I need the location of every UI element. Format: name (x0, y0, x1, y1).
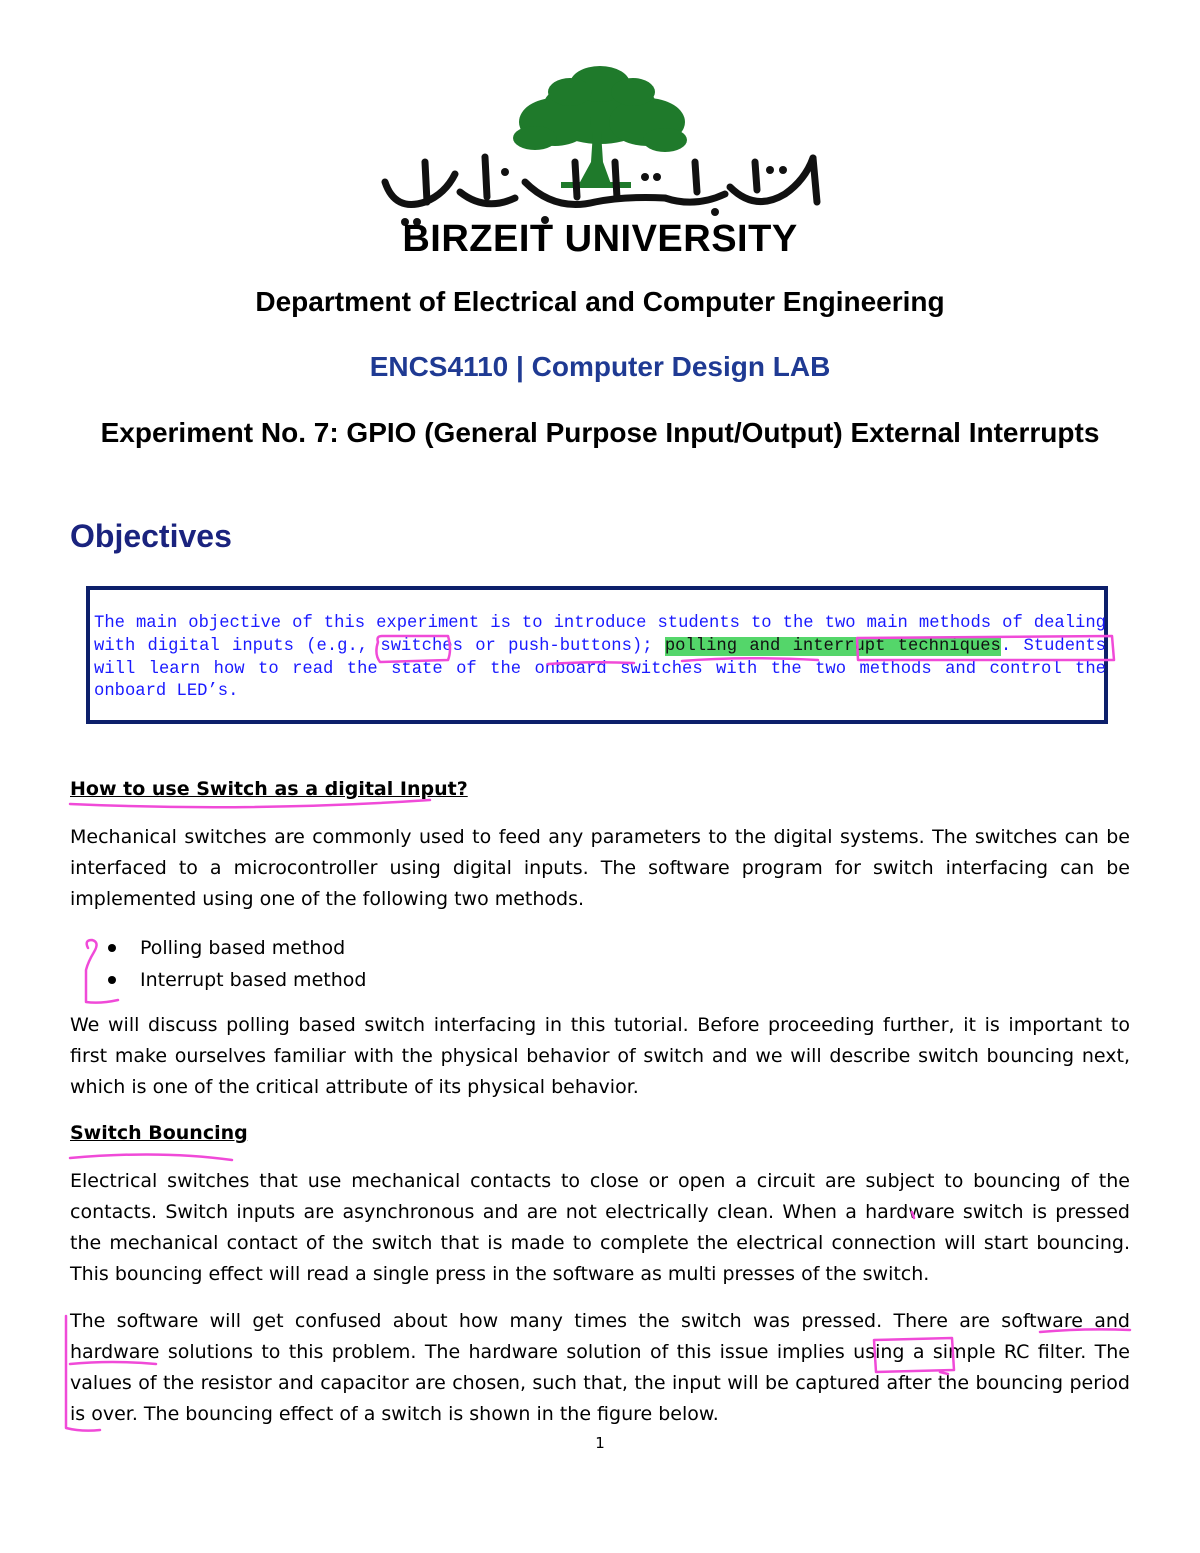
annotation-underline-bouncing (70, 1154, 232, 1160)
switch-bouncing-paragraph-1: Electrical switches that use mechanical contacts to close or open a circuit are subject to bouncing of the contacts. Switch inputs are asynchronous and are not electrically clean. When a hardware switch is pressed the mechanical contact of the switch that is made to complete the electrical connection will start bouncing. This bouncing effect will read a single press in the software as multi presses of the switch. (70, 1170, 1130, 1285)
objectives-text-part1: The main objective of this experiment is to introduce students to the two main methods of dealing with digital inputs (e.g., switches or push-buttons); (94, 614, 1106, 656)
switch-bouncing-heading: Switch Bouncing (70, 1122, 248, 1144)
methods-list (104, 932, 366, 996)
experiment-title: Experiment No. 7: GPIO (General Purpose Input/Output) External Interrupts (100, 417, 1100, 448)
annotation-underline-heading (70, 800, 430, 807)
list-item: Polling based method (104, 932, 366, 964)
switch-input-paragraph-1: Mechanical switches are commonly used to feed any parameters to the digital systems. The switches can be interfaced to a microcontroller using digital inputs. The software program for switch interfacing can be implemented using one of the following two methods. (70, 826, 1130, 910)
page-number: 1 (595, 1434, 605, 1452)
objectives-text-part2: . Students will learn how to read the state of the onboard switches with the two methods and control the onboard LED’s. (94, 636, 1106, 702)
objectives-highlight: polling and interrupt techniques (664, 636, 1001, 656)
objectives-heading: Objectives (70, 518, 232, 554)
list-item: Interrupt based method (104, 964, 366, 996)
department-title: Department of Electrical and Computer Engineering (255, 286, 945, 317)
switch-input-paragraph-2: We will discuss polling based switch interfacing in this tutorial. Before proceeding further, it is important to first make ourselves familiar with the physical behavior of switch and we will describe switch bouncing next, which is one of the critical attribute of its physical behavior. (70, 1014, 1130, 1098)
course-title: ENCS4110 | Computer Design LAB (369, 351, 831, 382)
university-name: BIRZEIT UNIVERSITY (402, 218, 798, 260)
switch-bouncing-paragraph-2: The software will get confused about how many times the switch was pressed. There are software and hardware solutions to this problem. The hardware solution of this issue implies using a simple RC filter. The values of the resistor and capacitor are chosen, such that, the input will be captured after the bouncing period is over. The bouncing effect of a switch is shown in the figure below. (70, 1310, 1130, 1425)
switch-input-heading: How to use Switch as a digital Input? (70, 778, 468, 800)
objectives-text (94, 613, 1106, 704)
